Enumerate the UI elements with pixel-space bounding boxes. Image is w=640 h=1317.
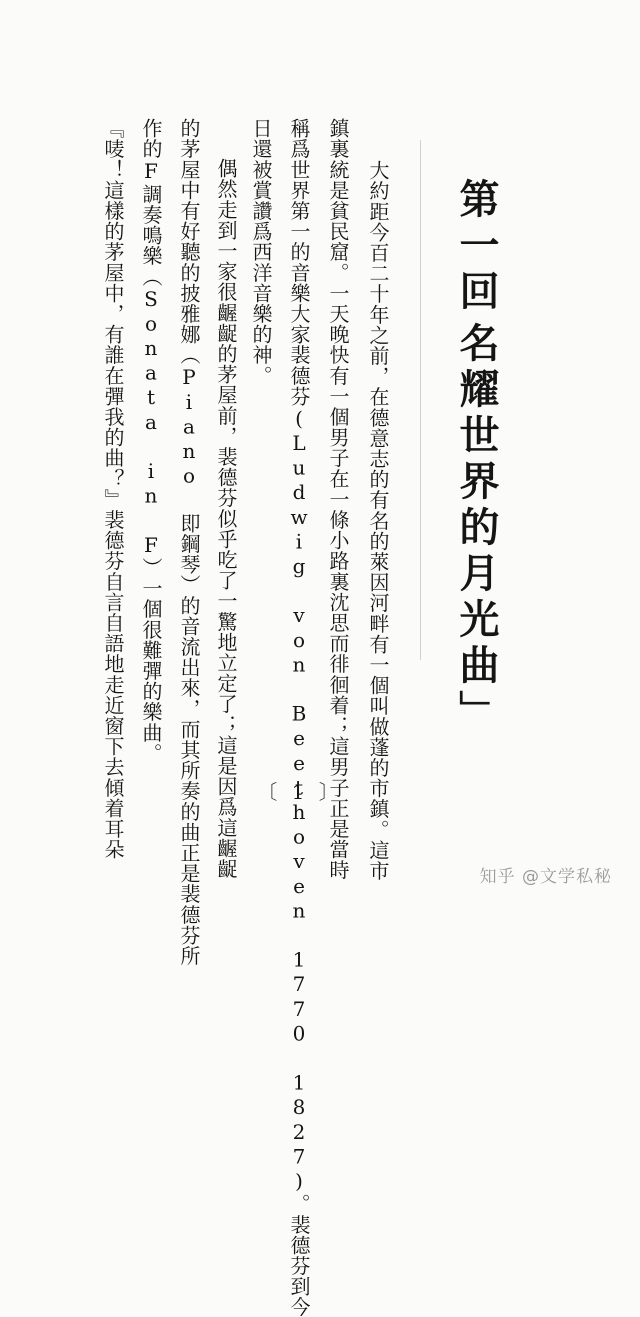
watermark: 知乎 @文学私秘 [479,867,612,887]
body-column-4: 日還被賞讚爲西洋音樂的神。 [249,118,273,386]
page-number: 〔 1 〕 [257,780,343,804]
body-column-1: 大約距今百二十年之前，在德意志的有名的萊因河畔有一個叫做蓬的市鎮。這市 [366,160,390,881]
body-column-8: 『唛！這樣的茅屋中，有誰在彈我的曲？』裴德芬自言自語地走近窗下去傾着耳朵 [101,118,125,860]
body-column-7: 作的F調奏鳴樂（Sonata in F）一個很難彈的樂曲。 [139,118,163,764]
chapter-title-number: 第一回 [453,178,500,316]
column-rule [420,140,421,660]
body-column-5: 偶然走到一家很齷齪的茅屋前，裴德芬似乎吃了一驚地立定了；這是因爲這齷齪 [214,158,238,879]
chapter-title-name: 名耀世界的月光曲」 [453,322,500,736]
body-column-3: 稱爲世界第一的音樂大家裴德芬(Ludwig von Beethoven 1770 1827)。裴德芬到今 [287,118,311,1317]
body-column-6: 的茅屋中有好聽的披雅娜（Piano 即鋼琴）的音流出來，而其所奏的曲正是裴德芬所 [177,118,201,966]
body-column-2: 鎮裏統是貧民窟。一天晚快有一個男子在一條小路裏沈思而徘徊着；這男子正是當時 [326,118,350,881]
